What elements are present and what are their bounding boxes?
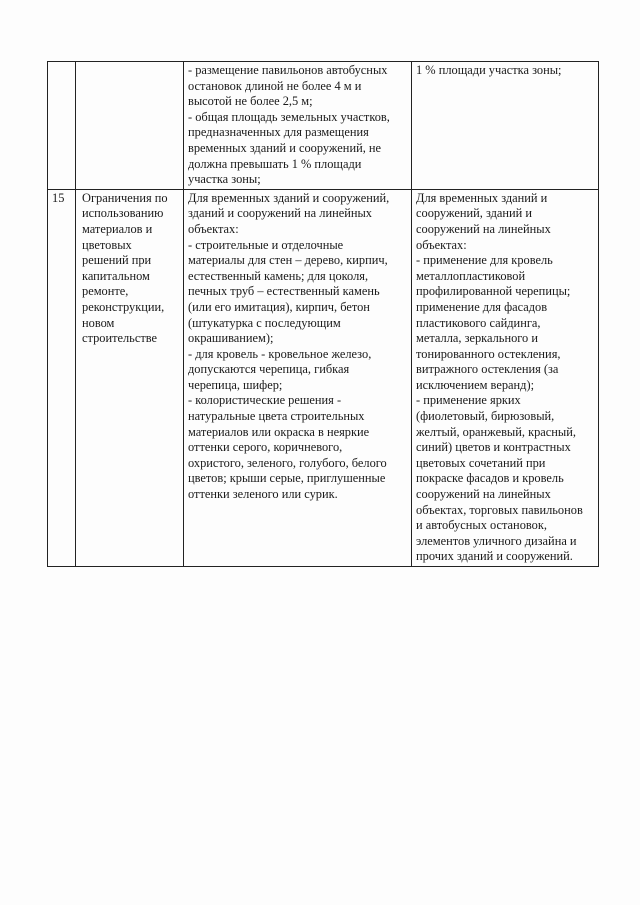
text-line: предназначенных для размещения [188,125,369,140]
text-line: высотой не более 2,5 м; [188,94,313,109]
text-line: покраске фасадов и кровель [416,471,564,486]
text-line: печных труб – естественный камень [188,284,380,299]
text-line: и автобусных остановок, [416,518,547,533]
text-line: - размещение павильонов автобусных [188,63,388,77]
text-line: цветовых сочетаний при [416,455,546,470]
text-line: решений при [82,253,152,268]
text-line: (штукатурка с последующим [188,315,341,330]
text-line: охристого, зеленого, голубого, белого [188,455,387,470]
text-line: натуральные цвета строительных [188,409,365,424]
text-line: синий) цветов и контрастных [416,440,571,455]
value-cell [412,189,599,566]
text-line: тонированного остекления, [416,346,561,361]
text-line: допускаются черепица, гибкая [188,362,350,377]
text-line: участка зоны; [188,172,261,187]
text-line: исключением веранд); [416,377,535,392]
text-line: (фиолетовый, бирюзовый, [416,409,555,424]
text-line: цветов; крыши серые, приглушенные [188,471,386,486]
text-line: черепица, шифер; [188,377,283,392]
text-line: окрашиванием); [188,331,274,346]
text-line: 1 % площади участка зоны; [416,63,562,77]
text-line: оттенки зеленого или сурик. [188,487,338,502]
table-row [48,189,599,566]
text-line: Для временных зданий и сооружений, [188,190,390,205]
text-line: (или его имитация), кирпич, бетон [188,299,370,314]
text-line: сооружений на линейных [416,221,551,236]
text-line: металла, зеркального и [416,331,538,346]
text-line: ремонте, [82,284,129,299]
text-line: Ограничения по [82,190,168,205]
text-line: профилированной черепицы; [416,284,571,299]
text-line: реконструкции, [82,299,165,314]
text-line: металлопластиковой [416,268,526,283]
text-line: сооружений на линейных [416,487,551,502]
text-line: объектах, торговых павильонов [416,502,583,517]
requirement-cell [184,62,412,190]
restriction-name-cell [76,189,184,566]
text-line: пластикового сайдинга, [416,315,541,330]
text-line: - строительные и отделочные [188,237,344,252]
text-line: материалов или окраска в неяркие [188,424,370,439]
text-line: должна превышать 1 % площади [188,156,362,171]
text-line: цветовых [82,237,132,252]
text-line: Для временных зданий и [416,190,548,205]
text-line: витражного остекления (за [416,362,559,377]
regulations-table [47,61,599,567]
text-line: материалы для стен – дерево, кирпич, [188,253,388,268]
text-line: сооружений, зданий и [416,206,533,221]
text-line: объектах: [188,221,239,236]
text-line: применение для фасадов [416,299,548,314]
text-line: объектах: [416,237,467,252]
text-line: - применение для кровель [416,253,553,268]
text-line: - колористические решения - [188,393,342,408]
text-line: капитальном [82,268,150,283]
text-line: зданий и сооружений на линейных [188,206,372,221]
text-line: элементов уличного дизайна и [416,533,577,548]
text-line: желтый, оранжевый, красный, [416,424,576,439]
text-line: - для кровель - кровельное железо, [188,346,372,361]
text-line: использованию [82,206,164,221]
text-line: новом [82,315,115,330]
text-line: прочих зданий и сооружений. [416,549,573,564]
row-number-cell: 15 [48,189,76,566]
requirement-cell [184,189,412,566]
text-line: естественный камень; для цоколя, [188,268,369,283]
text-line: временных зданий и сооружений, не [188,140,382,155]
text-line: строительстве [82,331,158,346]
restriction-name-cell [76,62,184,190]
row-number-cell [48,62,76,190]
text-line: - применение ярких [416,393,521,408]
text-line: материалов и [82,221,153,236]
table-row [48,62,599,190]
text-line: остановок длиной не более 4 м и [188,78,362,93]
text-line: оттенки серого, коричневого, [188,440,343,455]
text-line: - общая площадь земельных участков, [188,109,390,124]
value-cell [412,62,599,190]
